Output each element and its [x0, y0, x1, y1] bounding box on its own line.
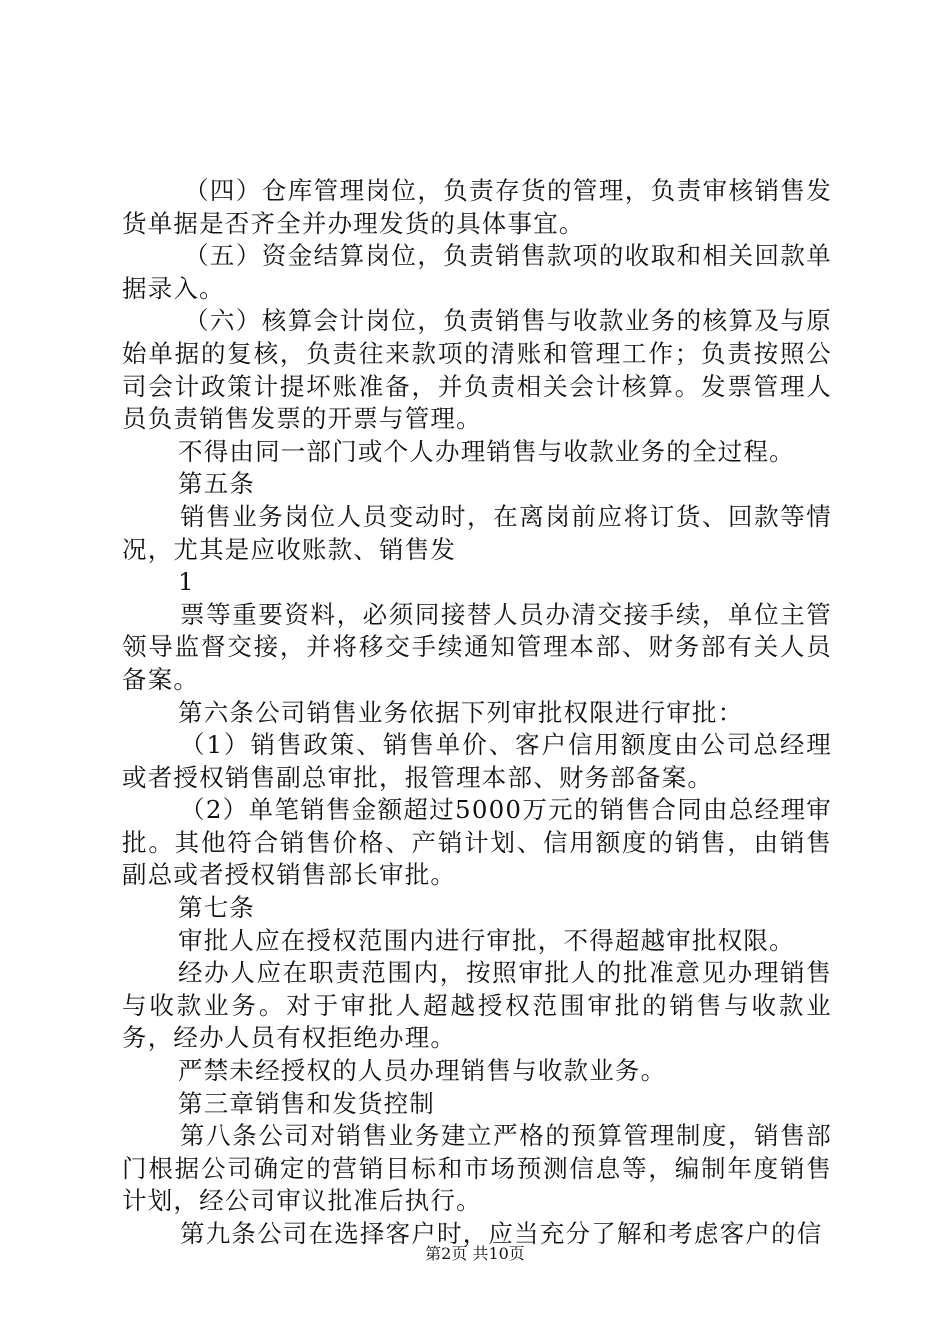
article-9-customer: 第九条公司在选择客户时，应当充分了解和考虑客户的信 — [180, 1219, 823, 1248]
paragraph-approver-scope: 审批人应在授权范围内进行审批，不得超越审批权限。 — [178, 925, 795, 955]
article-heading-7: 第七条 — [178, 893, 256, 923]
chapter-heading-3: 第三章销售和发货控制 — [178, 1088, 435, 1118]
paragraph-staff-change: 销售业务岗位人员变动时，在离岗前应将订货、回款等情况，尤其是应收账款、销售发 — [122, 501, 832, 564]
paragraph-approval-item-1: （1）销售政策、销售单价、客户信用额度由公司总经理或者授权销售副总审批，报管理本部、财务部备案。 — [122, 730, 832, 792]
inline-page-number: 1 — [178, 567, 194, 597]
page-footer — [0, 1244, 950, 1264]
paragraph-approval-item-2: （2）单笔销售金额超过5000万元的销售合同由总经理审批。其他符合销售价格、产销计划、信用额度的销售，由销售副总或者授权销售部长审批。 — [122, 795, 832, 890]
paragraph-unauthorized-ban: 严禁未经授权的人员办理销售与收款业务。 — [178, 1056, 667, 1086]
paragraph-accounting-role: （六）核算会计岗位，负责销售与收款业务的核算及与原始单据的复核，负责往来款项的清账和管理工作；负责按照公司会计政策计提坏账准备，并负责相关会计核算。发票管理人员负责销售发票的开票与管理。 — [122, 306, 832, 434]
paragraph-handler-scope: 经办人应在职责范围内，按照审批人的批准意见办理销售与收款业务。对于审批人超越授权范围审批的销售与收款业务，经办人员有权拒绝办理。 — [122, 958, 832, 1053]
paragraph-settlement-role: （五）资金结算岗位，负责销售款项的收取和相关回款单据录入。 — [122, 241, 832, 303]
article-heading-5: 第五条 — [178, 469, 256, 499]
paragraph-warehouse-role: （四）仓库管理岗位，负责存货的管理，负责审核销售发货单据是否齐全并办理发货的具体事宜。 — [122, 176, 832, 238]
page-number-label: 第2页 共10页 — [425, 1244, 525, 1263]
article-6-approval: 第六条公司销售业务依据下列审批权限进行审批： — [178, 697, 744, 727]
document-body — [122, 175, 832, 1251]
paragraph-handover: 票等重要资料，必须同接替人员办清交接手续，单位主管领导监督交接，并将移交手续通知管理本部、财务部有关人员备案。 — [122, 599, 832, 694]
paragraph-prohibition: 不得由同一部门或个人办理销售与收款业务的全过程。 — [178, 436, 795, 466]
article-8-budget: 第八条公司对销售业务建立严格的预算管理制度，销售部门根据公司确定的营销目标和市场预测信息等，编制年度销售计划，经公司审议批准后执行。 — [122, 1121, 832, 1216]
